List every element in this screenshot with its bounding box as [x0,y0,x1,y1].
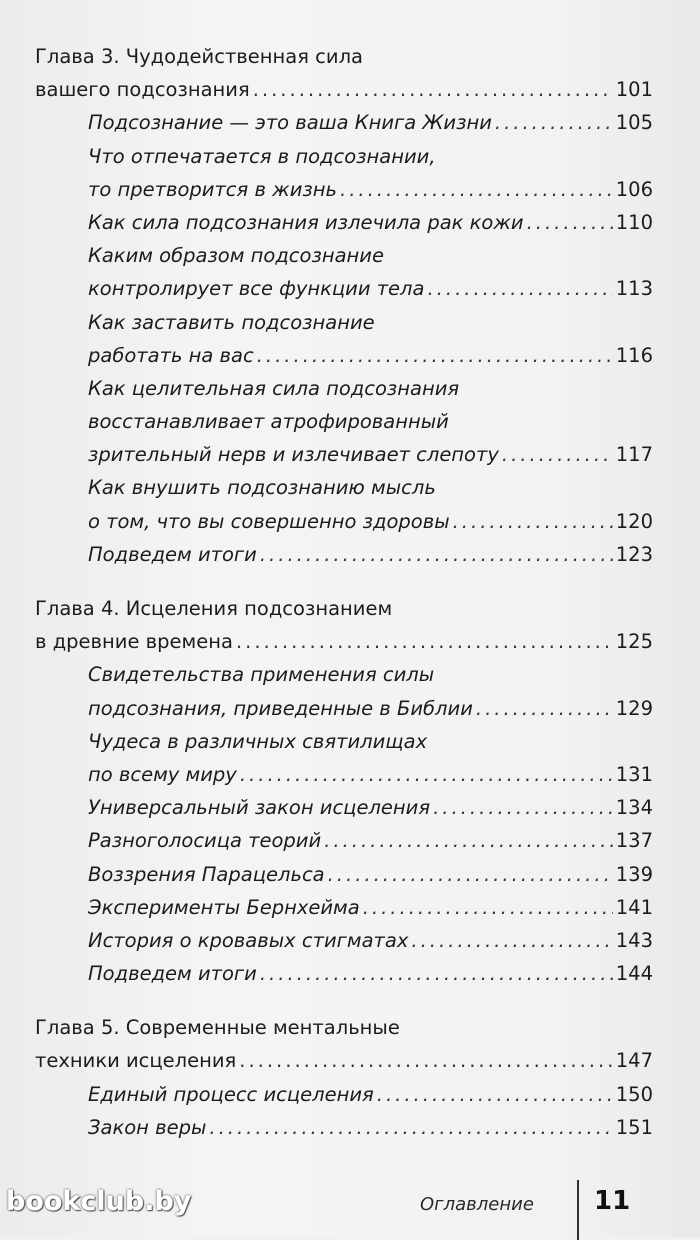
toc-entry-text: Подсознание — это ваша Книга Жизни [88,111,492,135]
toc-entry [35,538,653,571]
toc-entry [35,1111,653,1144]
chapter-title [35,1011,653,1044]
toc-entry [35,405,653,438]
dot-leader [476,692,613,725]
dot-leader [328,858,613,891]
toc-entry-text: Подведем итоги [88,962,257,986]
toc-entry [35,206,653,239]
dot-leader [240,758,613,791]
toc-entry-text: Универсальный закон исцеления [88,796,431,820]
toc-entry [35,239,653,272]
toc-entry-page: 131 [615,762,653,786]
dot-leader [260,538,613,571]
dot-leader [340,173,613,206]
toc-entry [35,106,653,139]
toc-entry-text: Как сила подсознания излечила рак кожи [88,210,524,234]
toc-entry-text: История о кровавых стигматах [88,928,409,952]
toc-entry [35,438,653,471]
dot-leader [209,1111,612,1144]
watermark: bookclub.by [6,1186,192,1217]
toc-entry-text: Эксперименты Бернхейма [88,895,360,919]
toc-entry-page: 113 [615,277,653,301]
toc-entry [35,758,653,791]
dot-leader [377,1078,613,1111]
dot-leader [453,505,613,538]
toc-entry-text: Закон веры [88,1115,207,1139]
page-number: 11 [594,1186,631,1216]
toc-entry-page: 134 [615,796,653,820]
table-of-contents [35,40,653,1144]
footer-divider [577,1180,579,1240]
chapter-title-text: Глава 4. Исцеления подсознанием [35,597,393,620]
toc-entry [35,725,653,758]
dot-leader [363,891,613,924]
toc-entry-page: 137 [615,829,653,853]
chapter-gap [35,990,653,1011]
chapter-title-page: 101 [615,78,653,102]
chapter-title-page: 125 [615,630,653,654]
toc-entry-text: Свидетельства применения силы [88,663,435,687]
toc-entry [35,505,653,538]
toc-entry-text: восстанавливает атрофированный [88,410,449,434]
dot-leader [253,73,613,106]
toc-entry-text: то претворится в жизнь [88,177,337,201]
toc-entry-page: 105 [615,111,653,135]
chapter-title-text: Глава 3. Чудодейственная сила [35,45,363,68]
chapter-title [35,625,653,658]
toc-entry-text: зрительный нерв и излечивает слепоту [88,443,499,467]
toc-entry-page: 139 [615,862,653,886]
toc-entry-text: подсознания, приведенные в Библии [88,696,473,720]
dot-leader [411,924,612,957]
toc-entry-page: 144 [615,962,653,986]
dot-leader [257,339,613,372]
dot-leader [260,957,613,990]
toc-entry-page: 120 [615,509,653,533]
toc-entry-text: работать на вас [88,343,254,367]
toc-entry [35,824,653,857]
chapter-title-text: техники исцеления [35,1049,237,1073]
running-footer-section: Оглавление [420,1194,534,1215]
toc-entry-page: 116 [615,343,653,367]
toc-entry [35,306,653,339]
dot-leader [527,206,613,239]
toc-entry-text: контролирует все функции тела [88,277,425,301]
toc-entry [35,791,653,824]
toc-entry-text: Что отпечатается в подсознании, [88,144,436,168]
chapter-title [35,40,653,73]
chapter-title [35,592,653,625]
toc-entry [35,924,653,957]
chapter-title-text: вашего подсознания [35,78,250,102]
toc-entry-page: 110 [615,210,653,234]
chapter-title-text: в древние времена [35,630,233,654]
dot-leader [236,625,613,658]
toc-entry-text: Подведем итоги [88,542,257,566]
toc-entry-text: Как целительная сила подсознания [88,376,460,400]
chapter-title [35,73,653,106]
toc-entry-text: Воззрения Парацельса [88,862,325,886]
toc-entry-text: Как внушить подсознанию мысль [88,476,436,500]
toc-entry-text: Чудеса в различных святилищах [88,729,428,753]
toc-entry-page: 143 [615,928,653,952]
dot-leader [495,106,613,139]
toc-entry-page: 117 [615,443,653,467]
toc-entry [35,372,653,405]
toc-entry-text: по всему миру [88,762,237,786]
toc-entry-page: 123 [615,542,653,566]
toc-entry-page: 129 [615,696,653,720]
toc-entry [35,272,653,305]
dot-leader [239,1044,613,1077]
toc-entry-text: о том, что вы совершенно здоровы [88,509,450,533]
chapter-title-page: 147 [615,1049,653,1073]
dot-leader [433,791,613,824]
chapter-title-text: Глава 5. Современные ментальные [35,1016,400,1040]
chapter-title [35,1044,653,1077]
toc-entry-text: Как заставить подсознание [88,310,375,334]
toc-entry [35,858,653,891]
toc-entry-page: 106 [615,177,653,201]
toc-entry [35,173,653,206]
chapter-gap [35,571,653,592]
toc-entry [35,140,653,173]
toc-entry [35,957,653,990]
toc-entry-text: Каким образом подсознание [88,244,384,268]
toc-entry [35,339,653,372]
toc-entry-page: 151 [615,1115,653,1139]
toc-entry [35,891,653,924]
dot-leader [502,438,613,471]
toc-entry [35,471,653,504]
toc-entry [35,1078,653,1111]
toc-entry [35,658,653,691]
toc-entry-text: Единый процесс исцеления [88,1082,374,1106]
dot-leader [324,824,613,857]
toc-entry [35,692,653,725]
toc-entry-page: 141 [615,895,653,919]
toc-entry-text: Разноголосица теорий [88,829,322,853]
dot-leader [427,272,612,305]
page-footer [0,1180,700,1240]
toc-entry-page: 150 [615,1082,653,1106]
